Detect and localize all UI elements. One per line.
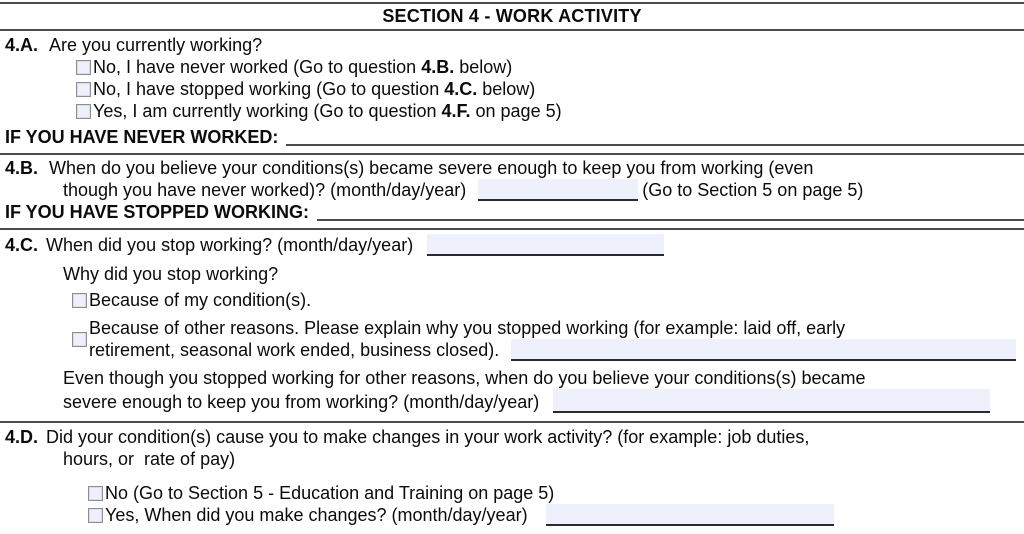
label-text: below) bbox=[454, 57, 513, 77]
label-text: on page 5) bbox=[470, 101, 562, 121]
q4c-question: When did you stop working? (month/day/year) bbox=[46, 235, 414, 255]
q4c-row bbox=[5, 234, 1024, 256]
q4c-stop-date-input[interactable] bbox=[427, 234, 664, 256]
label-ref: 4.F. bbox=[441, 101, 471, 121]
label-text: No, I have never worked (Go to question bbox=[93, 57, 422, 77]
option-label: No (Go to Section 5 - Education and Training on page 5) bbox=[105, 483, 555, 503]
even-though-block bbox=[63, 367, 1024, 413]
q4a-row bbox=[5, 34, 1024, 56]
q4b-input-row bbox=[63, 179, 1024, 201]
q4a-option-row bbox=[76, 78, 1024, 100]
q4a-question: Are you currently working? bbox=[49, 35, 263, 55]
label-text: No, I have stopped working (Go to question bbox=[93, 79, 445, 99]
conditions-severe-date-input[interactable] bbox=[553, 389, 990, 413]
header-tail-rule bbox=[317, 219, 1024, 221]
q4d-changes-date-input[interactable] bbox=[546, 504, 834, 526]
q4d-number: 4.D. bbox=[5, 427, 39, 447]
even-though-line2-row bbox=[63, 389, 990, 413]
q4d-question-line1: Did your condition(s) cause you to make changes in your work activity? (for example: job duties, bbox=[46, 427, 810, 447]
header-tail-rule bbox=[286, 144, 1024, 146]
label-ref: 4.C. bbox=[444, 79, 478, 99]
checkbox-because-condition[interactable] bbox=[72, 293, 87, 308]
other-reasons-explain-input[interactable] bbox=[511, 339, 1016, 361]
q4d-divider bbox=[0, 421, 1024, 423]
section-title: SECTION 4 - WORK ACTIVITY bbox=[382, 6, 642, 26]
checkbox-no-stopped-working[interactable] bbox=[76, 82, 91, 97]
option-label bbox=[93, 78, 535, 100]
q4b-row bbox=[5, 157, 1024, 179]
checkbox-yes-changes[interactable] bbox=[88, 508, 103, 523]
q4d-row bbox=[5, 426, 1024, 448]
q4a-option-row bbox=[76, 56, 1024, 78]
stopped-working-header: IF YOU HAVE STOPPED WORKING: bbox=[5, 202, 310, 222]
checkbox-because-other-reasons[interactable] bbox=[72, 332, 87, 347]
q4b-question-line2: though you have never worked)? (month/day/year) bbox=[63, 180, 467, 200]
checkbox-yes-currently-working[interactable] bbox=[76, 104, 91, 119]
q4c-why-question: Why did you stop working? bbox=[63, 264, 279, 284]
q4b-question-line1: When do you believe your conditions(s) became severe enough to keep you from working (even bbox=[49, 158, 814, 178]
q4b-number: 4.B. bbox=[5, 158, 39, 178]
label-text: below) bbox=[477, 79, 536, 99]
q4a-number: 4.A. bbox=[5, 35, 39, 55]
other-reasons-block bbox=[89, 317, 1016, 361]
q4d-option-row bbox=[88, 504, 1024, 526]
other-reasons-line1: Because of other reasons. Please explain why you stopped working (for example: laid off, early bbox=[89, 318, 846, 338]
q4c-option-row bbox=[72, 289, 1024, 311]
option-label bbox=[93, 100, 562, 122]
label-text: Yes, I am currently working (Go to question bbox=[93, 101, 442, 121]
option-label: Because of my condition(s). bbox=[89, 290, 312, 310]
other-reasons-line2-row bbox=[89, 339, 1016, 361]
option-label: Yes, When did you make changes? (month/day/year) bbox=[105, 505, 528, 525]
q4b-date-input[interactable] bbox=[478, 179, 638, 201]
even-though-line1: Even though you stopped working for other reasons, when do you believe your conditions(s) became bbox=[63, 368, 866, 388]
checkbox-no-never-worked[interactable] bbox=[76, 60, 91, 75]
never-worked-header: IF YOU HAVE NEVER WORKED: bbox=[5, 127, 279, 147]
q4d-question-line2: hours, or rate of pay) bbox=[63, 449, 236, 469]
label-ref: 4.B. bbox=[421, 57, 455, 77]
checkbox-no-changes[interactable] bbox=[88, 486, 103, 501]
title-divider bbox=[0, 29, 1024, 31]
q4c-number: 4.C. bbox=[5, 235, 39, 255]
other-reasons-line2: retirement, seasonal work ended, business closed). bbox=[89, 340, 500, 360]
stopped-working-header-row bbox=[0, 201, 1024, 230]
q4d-option-row bbox=[88, 482, 1024, 504]
q4a-option-row bbox=[76, 100, 1024, 122]
even-though-line2: severe enough to keep you from working? (month/day/year) bbox=[63, 392, 540, 412]
never-worked-header-row bbox=[0, 126, 1024, 155]
q4c-other-reasons-row bbox=[72, 317, 1016, 361]
q4b-goto-text: (Go to Section 5 on page 5) bbox=[642, 180, 864, 200]
option-label bbox=[93, 56, 512, 78]
